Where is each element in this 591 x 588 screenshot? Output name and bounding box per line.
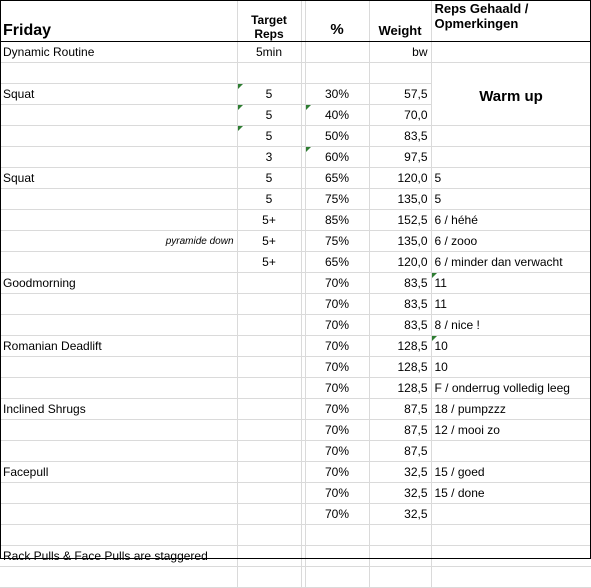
notes-cell[interactable] xyxy=(431,126,591,147)
table-row xyxy=(0,525,591,546)
weight-cell[interactable]: 135,0 xyxy=(369,231,431,252)
exercise-cell[interactable] xyxy=(0,210,237,231)
table-row xyxy=(0,483,591,504)
exercise-cell[interactable]: Squat xyxy=(0,84,237,105)
weight-cell[interactable]: bw xyxy=(369,42,431,63)
exercise-cell[interactable]: Facepull xyxy=(0,462,237,483)
percent-cell[interactable]: 70% xyxy=(305,483,369,504)
percent-cell[interactable] xyxy=(305,42,369,63)
notes-cell[interactable] xyxy=(431,525,591,546)
notes-cell[interactable] xyxy=(431,504,591,525)
exercise-cell[interactable] xyxy=(0,420,237,441)
table-row xyxy=(0,567,591,588)
exercise-cell[interactable] xyxy=(0,63,237,84)
exercise-cell[interactable] xyxy=(0,357,237,378)
table-row xyxy=(0,42,591,63)
target-reps-cell[interactable] xyxy=(237,378,301,399)
target-reps-cell[interactable] xyxy=(237,525,301,546)
weight-cell[interactable]: 57,5 xyxy=(369,84,431,105)
exercise-cell[interactable] xyxy=(0,126,237,147)
percent-cell[interactable]: 60% xyxy=(305,147,369,168)
notes-cell[interactable]: 12 / mooi zo xyxy=(431,420,591,441)
weight-cell[interactable]: 120,0 xyxy=(369,168,431,189)
exercise-cell[interactable]: Romanian Deadlift xyxy=(0,336,237,357)
target-reps-cell[interactable] xyxy=(237,315,301,336)
weight-cell[interactable]: 128,5 xyxy=(369,336,431,357)
weight-cell[interactable] xyxy=(369,567,431,588)
percent-cell[interactable]: 70% xyxy=(305,462,369,483)
percent-cell[interactable]: 70% xyxy=(305,315,369,336)
weight-cell[interactable]: 83,5 xyxy=(369,294,431,315)
notes-cell[interactable]: 15 / done xyxy=(431,483,591,504)
notes-header[interactable] xyxy=(431,0,591,42)
table-row xyxy=(0,231,591,252)
table-row xyxy=(0,210,591,231)
notes-cell[interactable]: 11 xyxy=(431,294,591,315)
table-row xyxy=(0,399,591,420)
target-reps-cell[interactable]: 5min xyxy=(237,42,301,63)
percent-cell[interactable]: 30% xyxy=(305,84,369,105)
weight-cell[interactable]: 152,5 xyxy=(369,210,431,231)
target-reps-cell[interactable]: 5+ xyxy=(237,252,301,273)
day-title[interactable]: Friday xyxy=(0,0,237,42)
target-reps-cell[interactable]: 3 xyxy=(237,147,301,168)
target-reps-cell[interactable]: 5 xyxy=(237,126,301,147)
table-row xyxy=(0,441,591,462)
comment-marker-icon xyxy=(306,147,311,152)
target-reps-header-line1: Target xyxy=(251,13,287,27)
exercise-cell[interactable]: Inclined Shrugs xyxy=(0,399,237,420)
percent-cell[interactable]: 70% xyxy=(305,399,369,420)
comment-marker-icon xyxy=(238,126,243,131)
table-row xyxy=(0,504,591,525)
exercise-cell[interactable]: Rack Pulls & Face Pulls are staggered xyxy=(0,546,237,567)
percent-header[interactable]: % xyxy=(305,0,369,42)
exercise-cell[interactable] xyxy=(0,105,237,126)
percent-cell[interactable]: 70% xyxy=(305,420,369,441)
target-reps-cell[interactable] xyxy=(237,336,301,357)
exercise-cell[interactable]: pyramide down xyxy=(0,231,237,252)
weight-cell[interactable]: 128,5 xyxy=(369,357,431,378)
percent-cell[interactable]: 85% xyxy=(305,210,369,231)
comment-marker-icon xyxy=(432,273,437,278)
percent-cell[interactable]: 65% xyxy=(305,168,369,189)
exercise-cell[interactable] xyxy=(0,315,237,336)
weight-cell[interactable]: 83,5 xyxy=(369,126,431,147)
notes-cell[interactable]: 5 xyxy=(431,189,591,210)
notes-cell[interactable]: 8 / nice ! xyxy=(431,315,591,336)
exercise-cell[interactable] xyxy=(0,378,237,399)
table-row xyxy=(0,357,591,378)
target-reps-cell[interactable] xyxy=(237,420,301,441)
exercise-cell[interactable] xyxy=(0,147,237,168)
comment-marker-icon xyxy=(238,105,243,110)
target-reps-cell[interactable] xyxy=(237,441,301,462)
table-row xyxy=(0,189,591,210)
notes-cell[interactable]: 6 / héhé xyxy=(431,210,591,231)
notes-cell[interactable] xyxy=(431,546,591,567)
notes-cell[interactable]: 18 / pumpzzz xyxy=(431,399,591,420)
notes-cell[interactable]: F / onderrug volledig leeg xyxy=(431,378,591,399)
warm-up-label[interactable]: Warm up xyxy=(432,78,590,115)
percent-cell[interactable] xyxy=(305,525,369,546)
weight-cell[interactable]: 83,5 xyxy=(369,273,431,294)
percent-cell[interactable]: 70% xyxy=(305,441,369,462)
percent-cell[interactable]: 40% xyxy=(305,105,369,126)
exercise-cell[interactable]: Goodmorning xyxy=(0,273,237,294)
notes-cell[interactable]: 5 xyxy=(431,168,591,189)
comment-marker-icon xyxy=(238,84,243,89)
weight-cell[interactable]: 87,5 xyxy=(369,399,431,420)
percent-cell[interactable]: 70% xyxy=(305,273,369,294)
notes-cell[interactable] xyxy=(431,441,591,462)
notes-cell[interactable]: 10 xyxy=(431,336,591,357)
percent-cell[interactable]: 75% xyxy=(305,231,369,252)
weight-cell[interactable]: 32,5 xyxy=(369,462,431,483)
table-row xyxy=(0,546,591,567)
percent-cell[interactable]: 50% xyxy=(305,126,369,147)
weight-cell[interactable]: 135,0 xyxy=(369,189,431,210)
table-row xyxy=(0,252,591,273)
weight-cell[interactable]: 120,0 xyxy=(369,252,431,273)
percent-cell[interactable]: 70% xyxy=(305,378,369,399)
table-row xyxy=(0,294,591,315)
percent-cell[interactable] xyxy=(305,63,369,84)
weight-cell[interactable]: 128,5 xyxy=(369,378,431,399)
target-reps-header[interactable] xyxy=(237,0,301,42)
weight-cell[interactable]: 83,5 xyxy=(369,315,431,336)
percent-cell[interactable]: 70% xyxy=(305,504,369,525)
weight-header[interactable]: Weight xyxy=(369,0,431,42)
target-reps-cell[interactable]: 5+ xyxy=(237,231,301,252)
target-reps-cell[interactable]: 5 xyxy=(237,105,301,126)
percent-cell[interactable]: 75% xyxy=(305,189,369,210)
exercise-cell[interactable] xyxy=(0,525,237,546)
weight-cell[interactable] xyxy=(369,63,431,84)
notes-cell[interactable] xyxy=(431,567,591,588)
notes-cell[interactable] xyxy=(431,147,591,168)
notes-cell[interactable]: 11 xyxy=(431,273,591,294)
target-reps-cell[interactable] xyxy=(237,357,301,378)
table-row xyxy=(0,126,591,147)
notes-header-line1: Reps Gehaald / xyxy=(434,1,529,16)
notes-cell[interactable]: 10 xyxy=(431,357,591,378)
notes-cell[interactable]: 6 / minder dan verwacht xyxy=(431,252,591,273)
notes-cell[interactable] xyxy=(431,42,591,63)
exercise-cell[interactable] xyxy=(0,504,237,525)
comment-marker-icon xyxy=(306,105,311,110)
target-reps-cell[interactable] xyxy=(237,567,301,588)
target-reps-cell[interactable] xyxy=(237,399,301,420)
weight-cell[interactable]: 32,5 xyxy=(369,483,431,504)
table-row xyxy=(0,420,591,441)
table-row xyxy=(0,168,591,189)
target-reps-cell[interactable] xyxy=(237,462,301,483)
table-row xyxy=(0,378,591,399)
exercise-cell[interactable] xyxy=(0,483,237,504)
table-row xyxy=(0,147,591,168)
weight-cell[interactable]: 97,5 xyxy=(369,147,431,168)
notes-cell[interactable]: 6 / zooo xyxy=(431,231,591,252)
percent-cell[interactable] xyxy=(305,546,369,567)
target-reps-cell[interactable] xyxy=(237,483,301,504)
exercise-cell[interactable]: Squat xyxy=(0,168,237,189)
weight-cell[interactable]: 70,0 xyxy=(369,105,431,126)
target-reps-cell[interactable]: 5 xyxy=(237,189,301,210)
weight-cell[interactable]: 32,5 xyxy=(369,504,431,525)
target-reps-cell[interactable] xyxy=(237,294,301,315)
weight-cell[interactable] xyxy=(369,546,431,567)
percent-cell[interactable] xyxy=(305,567,369,588)
target-reps-cell[interactable] xyxy=(237,63,301,84)
percent-cell[interactable]: 70% xyxy=(305,294,369,315)
table-row xyxy=(0,462,591,483)
weight-cell[interactable]: 87,5 xyxy=(369,420,431,441)
table-row xyxy=(0,336,591,357)
table-row xyxy=(0,315,591,336)
percent-cell[interactable]: 65% xyxy=(305,252,369,273)
notes-cell[interactable]: 15 / goed xyxy=(431,462,591,483)
target-reps-cell[interactable]: 5 xyxy=(237,168,301,189)
target-reps-cell[interactable] xyxy=(237,546,301,567)
target-reps-header-line2: Reps xyxy=(254,27,284,41)
exercise-cell[interactable] xyxy=(0,441,237,462)
exercise-cell[interactable] xyxy=(0,252,237,273)
exercise-cell[interactable] xyxy=(0,294,237,315)
weight-cell[interactable]: 87,5 xyxy=(369,441,431,462)
exercise-cell[interactable]: Dynamic Routine xyxy=(0,42,237,63)
target-reps-cell[interactable]: 5+ xyxy=(237,210,301,231)
header-row xyxy=(0,0,591,42)
percent-cell[interactable]: 70% xyxy=(305,357,369,378)
exercise-cell[interactable] xyxy=(0,567,237,588)
exercise-cell[interactable] xyxy=(0,189,237,210)
target-reps-cell[interactable] xyxy=(237,504,301,525)
target-reps-cell[interactable] xyxy=(237,273,301,294)
notes-header-line2: Opmerkingen xyxy=(434,16,519,31)
table-row xyxy=(0,273,591,294)
weight-cell[interactable] xyxy=(369,525,431,546)
percent-cell[interactable]: 70% xyxy=(305,336,369,357)
target-reps-cell[interactable]: 5 xyxy=(237,84,301,105)
comment-marker-icon xyxy=(432,336,437,341)
